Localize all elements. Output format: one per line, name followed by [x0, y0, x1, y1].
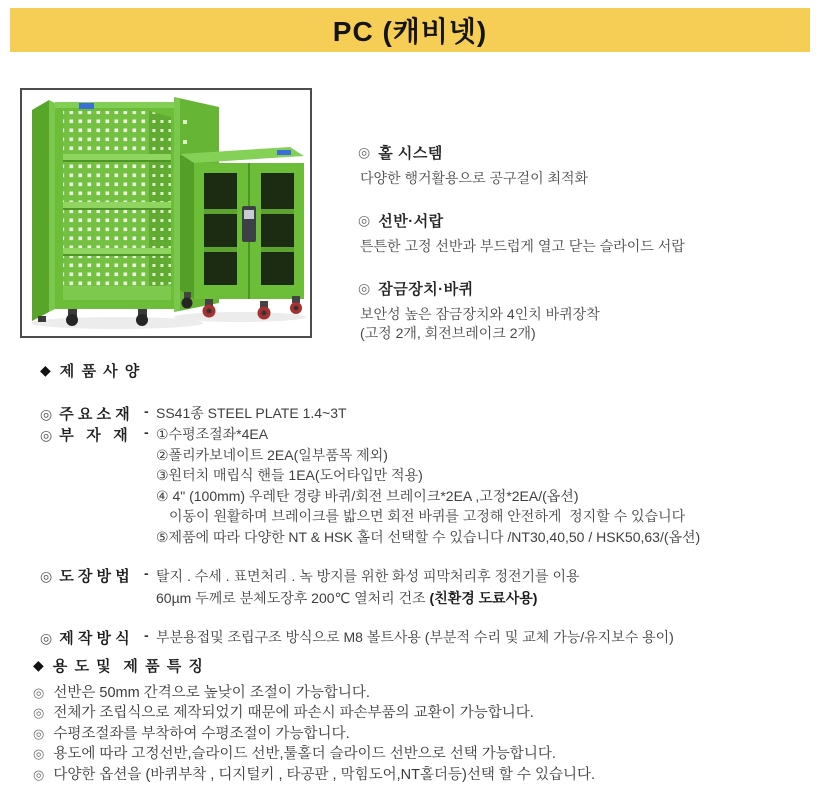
feature-heading: 잠금장치·바퀴 — [378, 281, 474, 298]
spec-value: SS41종 STEEL PLATE 1.4~3T — [156, 405, 347, 421]
bullet-icon: ◎ — [33, 766, 45, 782]
brand-logo — [79, 103, 94, 109]
feature-description: (고정 2개, 회전브레이크 2개) — [360, 325, 536, 341]
feature-shelf-drawer — [358, 210, 810, 256]
diamond-icon: ◆ — [33, 657, 44, 673]
title-banner — [10, 8, 810, 52]
product-photo — [20, 88, 312, 338]
usage-text: 선반은 50mm 간격으로 높낮이 조절이 가능합니다. — [53, 685, 370, 701]
spec-value-line: 이동이 원활하며 브레이크를 밟으면 회전 바퀴를 고정해 안전하게 정지할 수 있습니다 — [169, 508, 686, 525]
feature-heading: 선반·서랍 — [378, 213, 444, 230]
usage-item — [33, 703, 811, 723]
section-title: 용 도 및 제 품 특 징 — [52, 658, 205, 675]
usage-text: 수평조절좌를 부착하여 수평조절이 가능합니다. — [53, 725, 350, 742]
feature-description: 보안성 높은 잠금장치와 4인치 바퀴장착 — [360, 306, 600, 322]
spec-label: 부 자 재 — [59, 427, 128, 444]
usage-section — [33, 655, 811, 785]
eco-paint-note: (친환경 도료사용) — [429, 590, 538, 607]
spec-row-making — [40, 627, 812, 648]
usage-item — [33, 744, 811, 764]
feature-description: 튼튼한 고정 선반과 부드럽게 열고 닫는 슬라이드 서랍 — [360, 238, 685, 254]
spec-value-line: ⑤제품에 따라 다양한 NT & HSK 홀더 선택할 수 있습니다 /NT30,40,50 / HSK50,63/(옵션) — [156, 528, 701, 545]
dash: - — [144, 626, 149, 643]
cabinet-illustration — [22, 90, 310, 336]
bullet-icon: ◎ — [40, 567, 53, 584]
feature-list — [358, 142, 810, 365]
feature-heading: 홀 시스템 — [378, 145, 443, 162]
bullet-icon: ◎ — [40, 406, 53, 422]
feature-description: 다양한 행거활용으로 공구걸이 최적화 — [360, 170, 589, 186]
usage-item — [33, 765, 811, 785]
usage-item — [33, 683, 811, 703]
usage-item — [33, 724, 811, 744]
bullet-icon: ◎ — [358, 280, 371, 296]
dash: - — [144, 403, 149, 419]
dash: - — [144, 564, 149, 581]
usage-text: 전체가 조립식으로 제작되었기 때문에 파손시 파손부품의 교환이 가능합니다. — [53, 705, 534, 722]
spec-row-material — [40, 403, 812, 424]
spec-section-heading — [40, 360, 812, 381]
feature-lock-wheel — [358, 278, 810, 343]
usage-section-heading — [33, 655, 811, 676]
spec-value-line: ①수평조절좌*4EA — [156, 426, 269, 442]
spec-value: 부분용접및 조립구조 방식으로 M8 볼트사용 (부분적 수리 및 교체 가능/유지보수 용이) — [156, 628, 674, 645]
spec-value-line — [156, 587, 812, 610]
bullet-icon: ◎ — [33, 705, 45, 721]
bullet-icon: ◎ — [33, 725, 45, 741]
section-title: 제 품 사 양 — [59, 363, 141, 380]
bullet-icon: ◎ — [33, 746, 45, 762]
dash: - — [144, 424, 149, 440]
spec-value-line: ③원터치 매립식 핸들 1EA(도어타입만 적용) — [156, 467, 423, 484]
usage-text: 용도에 따라 고정선반,슬라이드 선반,툴홀더 슬라이드 선반으로 선택 가능합니다. — [53, 746, 556, 763]
diamond-icon: ◆ — [40, 362, 51, 378]
spec-value-line: 탈지 . 수세 . 표면처리 . 녹 방지를 위한 화성 피막처리후 정전기를 이용 — [156, 567, 580, 584]
spec-value-line: ②폴리카보네이트 2EA(일부품목 제외) — [156, 446, 388, 463]
coating-text: 60µm 두께로 분체도장후 200℃ 열처리 건조 — [156, 590, 430, 607]
feature-hole-system — [358, 142, 810, 188]
brand-logo — [277, 150, 291, 155]
bullet-icon: ◎ — [40, 427, 53, 443]
spec-row-parts — [40, 424, 812, 548]
spec-value-line: ④ 4" (100mm) 우레탄 경량 바퀴/회전 브레이크*2EA ,고정*2EA/(옵션) — [156, 487, 579, 504]
spec-section — [40, 360, 812, 648]
page-title: PC (캐비넷) — [332, 16, 488, 47]
usage-text: 다양한 옵션을 (바퀴부착 , 디지털키 , 타공판 , 막힘도어,NT홀더등)선택 할 수 있습니다. — [53, 766, 596, 783]
bullet-icon: ◎ — [33, 685, 45, 700]
bullet-icon: ◎ — [358, 144, 371, 160]
bullet-icon: ◎ — [40, 629, 53, 646]
spec-label: 도 장 방 법 — [59, 567, 130, 585]
bullet-icon: ◎ — [358, 212, 371, 228]
spec-label: 제 작 방 식 — [59, 629, 130, 647]
spec-row-coating — [40, 565, 812, 610]
spec-label: 주 요 소 재 — [59, 406, 130, 423]
